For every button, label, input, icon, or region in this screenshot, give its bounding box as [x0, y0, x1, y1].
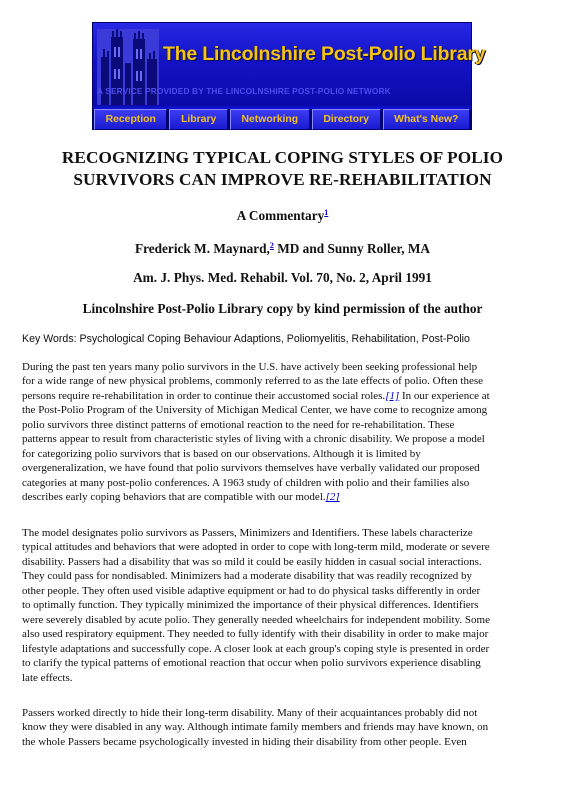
para-line: other people. They often used visible adaptive equipment or had to do physical tasks differently in order — [22, 584, 481, 597]
library-banner — [92, 22, 486, 130]
para-line: During the past ten years many polio survivors in the U.S. have actively been seeking professional help — [22, 361, 478, 373]
para-line: disability. Passers had a disability that was so mild it could be easily hidden in casual social interactions. — [22, 555, 482, 568]
para-line: late effects. — [22, 671, 73, 684]
reference-link-2[interactable]: [2] — [325, 491, 340, 504]
nav-reception[interactable]: Reception — [94, 109, 167, 130]
authors-line — [20, 238, 545, 257]
keywords-label: Key Words: — [22, 333, 77, 345]
nav-library[interactable]: Library — [169, 109, 227, 130]
paragraph-introduction — [22, 360, 550, 505]
footnote-link-1[interactable]: 1 — [324, 208, 329, 217]
library-service-line: A SERVICE PROVIDED BY THE LINCOLNSHIRE POST-POLIO NETWORK — [97, 86, 391, 96]
para-line: were severely disabled by acute polio. They generally needed wheelchairs for independent mobility. Some — [22, 613, 490, 626]
para-line: overgeneralization, we have found that polio survivors themselves have verbally validated our proposed — [22, 462, 480, 475]
library-title: The Lincolnshire Post-Polio Library — [163, 43, 486, 65]
para-line: to optimally function. They typically minimized the importance of their physical differences. Identifiers — [22, 599, 479, 612]
author-maynard: Frederick M. Maynard, — [134, 241, 270, 256]
keywords-line — [22, 332, 547, 347]
para-line: the Post-Polio Program of the University of Michigan Medical Center, we have come to recognize among — [22, 404, 488, 417]
paragraph-model — [22, 526, 550, 685]
keywords-text: Psychological Coping Behaviour Adaptions, Poliomyelitis, Rehabilitation, Post-Polio — [76, 333, 470, 345]
commentary-line — [20, 205, 545, 224]
para-line: Passers worked directly to hide their long-term disability. Many of their acquaintances probably did not — [22, 707, 478, 719]
para-line: for categorizing polio survivors that is based on our observations. Although it is limited by — [22, 447, 421, 460]
para-line: the whole Passers became psychologically invested in hiding their disability from other people. Even — [22, 735, 467, 748]
para-line: They could pass for nondisabled. Minimizers had a moderate disability that was readily recognized by — [22, 570, 472, 583]
article-title — [20, 147, 545, 191]
author-roller: MD and Sunny Roller, MA — [273, 241, 431, 256]
article-title-line-1: RECOGNIZING TYPICAL COPING STYLES OF POLIO — [61, 148, 504, 167]
para-line: typical attitudes and behaviors that were adopted in order to cope with long-term mild, moderate or severe — [22, 541, 490, 554]
para-line: know they were disabled in any way. Although intimate family members and friends may have known, on — [22, 721, 489, 734]
journal-citation: Am. J. Phys. Med. Rehabil. Vol. 70, No. 2, April 1991 — [133, 270, 432, 285]
para-line: categories at many post-polio conferences. A 1963 study of children with polio and their families also — [22, 476, 470, 489]
nav-networking[interactable]: Networking — [230, 109, 310, 130]
commentary-label: A Commentary — [236, 208, 325, 223]
reference-link-1[interactable]: [1] — [385, 389, 400, 402]
para-line: for a wide range of new physical problems, commonly referred to as the late effects of polio. Often these — [22, 375, 484, 388]
para-line: also used respiratory equipment. They needed to fully identify with their disability in order to make major — [22, 628, 489, 641]
para-line: polio survivors three distinct patterns of emotional reaction to the need for re-rehabilitation. These — [22, 418, 455, 431]
para-line: The model designates polio survivors as Passers, Minimizers and Identifiers. These labels characterize — [22, 527, 473, 539]
para-line: to clarify the typical patterns of emotional reaction that occur when polio survivors experience disabling — [22, 657, 481, 670]
nav-directory[interactable]: Directory — [312, 109, 381, 130]
para-line: lifestyle adaptations and successfully cope. A closer look at each group's coping style is presented in order — [22, 642, 490, 655]
main-nav — [93, 109, 471, 130]
footnote-link-2[interactable]: 2 — [269, 241, 274, 250]
paragraph-passers — [22, 706, 550, 749]
para-line: describes early coping behaviors that are compatible with our model.[2] — [22, 491, 340, 504]
para-line: patterns appear to result from characteristic styles of living with a chronic disability. We propose a model — [22, 433, 485, 446]
article-title-line-2: SURVIVORS CAN IMPROVE RE-REHABILITATION — [73, 170, 492, 189]
para-line: persons require re-rehabilitation in order to continue their accustomed social roles.[1] In our experience at — [22, 389, 490, 402]
nav-whats-new[interactable]: What's New? — [383, 109, 470, 130]
permission-note: Lincolnshire Post-Polio Library copy by kind permission of the author — [82, 301, 483, 316]
